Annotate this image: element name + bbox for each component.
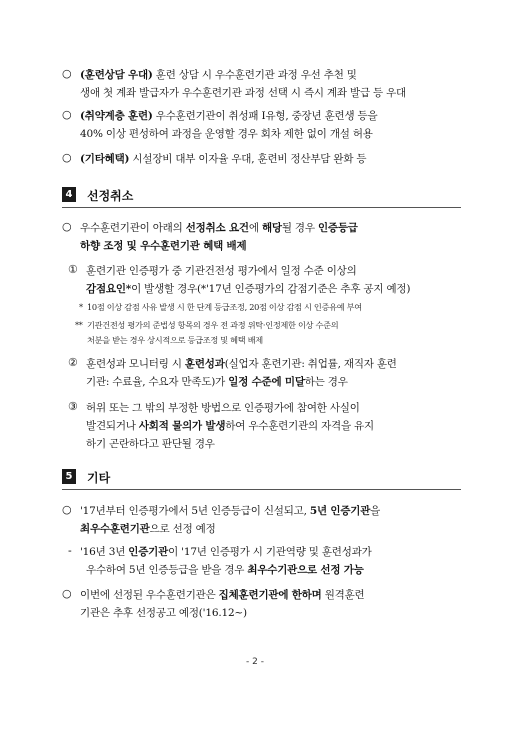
text-run: 40% 이상 편성하여 과정을 운영할 경우 회차 제한 없이 개설 허용 — [80, 128, 373, 140]
text-run: 이 '17년 인증평가 시 기관역량 및 훈련성과가 — [168, 546, 372, 558]
text-run: 하기 곤란하다고 판단될 경우 — [86, 438, 215, 450]
bold-text-run: 인증기관 — [128, 546, 169, 558]
item-other-benefit — [80, 152, 366, 166]
bullet-marker: ○ — [62, 67, 72, 80]
text-run: 에 — [248, 222, 262, 234]
circled-number-2: ② — [68, 356, 78, 369]
other-5year-line2 — [80, 522, 216, 536]
section-title: 기타 — [87, 471, 111, 485]
text-run: 기관은 추후 선정공고 예정('16.12~) — [80, 607, 247, 619]
bullet-marker: ○ — [62, 503, 72, 516]
item-vulnerable-line1 — [80, 109, 377, 123]
other-3year-line2 — [86, 563, 364, 577]
text-run: (실업자 훈련기관: 취업률, 재직자 훈련 — [224, 358, 397, 370]
bold-text-run: 선정취소 요건 — [185, 222, 249, 234]
item-counseling-line1 — [80, 68, 357, 82]
item-vulnerable-line2 — [80, 127, 373, 141]
cancel-condition-1-line1 — [86, 264, 357, 278]
section-number-badge: 5 — [62, 469, 76, 484]
bold-text-run: 인증등급 — [317, 222, 358, 234]
footnote-demerit — [87, 302, 362, 313]
page-number: - 2 - — [246, 657, 264, 667]
text-run: 훈련성과 모니터링 시 — [86, 358, 185, 370]
bullet-marker: ○ — [62, 151, 72, 164]
text-run: 이번에 선정된 우수훈련기관은 — [80, 589, 219, 601]
other-5year-line1 — [80, 504, 380, 518]
bold-text-run: 훈련성과 — [184, 358, 225, 370]
bold-text-run: (취약계층 훈련) — [80, 110, 153, 122]
section-title: 선정취소 — [87, 189, 134, 203]
text-run: 될 경우 — [281, 222, 318, 234]
text-run: 우수훈련기관이 취성패 Ⅰ유형, 중장년 훈련생 등을 — [152, 110, 378, 122]
cancel-intro-line1 — [80, 221, 358, 235]
text-run: 기관건전성 평가의 준법성 항목의 경우 전 과정 위탁·인정제한 이상 수준의 — [87, 320, 339, 330]
footnote-marker: * — [79, 302, 83, 312]
bold-text-run: 하향 조정 및 우수훈련기관 혜택 배제 — [80, 240, 247, 252]
text-run: 허위 또는 그 밖의 부정한 방법으로 인증평가에 참여한 사실이 — [86, 402, 360, 414]
text-run: 으로 선정 예정 — [149, 523, 216, 535]
text-run: 처분을 받는 경우 상시적으로 등급조정 및 혜택 배제 — [87, 335, 263, 345]
cancel-condition-2-line2 — [86, 375, 348, 389]
circled-number-1: ① — [68, 263, 78, 276]
bold-text-run: 5년 인증기관 — [309, 505, 371, 517]
cancel-condition-2-line1 — [86, 357, 397, 371]
cancel-condition-3-line2 — [86, 419, 374, 433]
bullet-marker: ○ — [62, 108, 72, 121]
bold-text-run: 일정 수준에 미달 — [228, 376, 305, 388]
text-run: 우수하여 5년 인증등급을 받을 경우 — [86, 564, 248, 576]
text-run: 시설장비 대부 이자율 우대, 훈련비 정산부담 완화 등 — [129, 153, 367, 165]
text-run: 하여 우수훈련기관의 자격을 유지 — [225, 420, 374, 432]
text-run: 훈련 상담 시 우수훈련기관 과정 우선 추천 및 — [152, 69, 357, 81]
bullet-marker: ○ — [62, 220, 72, 233]
item-counseling-line2 — [80, 86, 406, 100]
bold-text-run: (기타혜택) — [80, 153, 130, 165]
text-run: 기관: 수료율, 수요자 만족도)가 — [86, 376, 229, 388]
text-run: 10점 이상 감점 사유 발생 시 한 단계 등급조정, 20점 이상 감점 시 인증유예 부여 — [87, 302, 362, 312]
text-run: 생애 첫 계좌 발급자가 우수훈련기관 과정 선택 시 즉시 계좌 발급 등 우대 — [80, 87, 406, 99]
footnote-marker: ** — [75, 320, 83, 330]
bullet-marker: ○ — [62, 587, 72, 600]
cancel-condition-1-line2 — [86, 282, 410, 296]
cancel-condition-3-line3 — [86, 437, 215, 451]
bold-text-run: 해당 — [261, 222, 282, 234]
cancel-condition-3-line1 — [86, 401, 360, 415]
text-run: 하는 경우 — [304, 376, 348, 388]
circled-number-3: ③ — [68, 400, 78, 413]
text-run: 원격훈련 — [321, 589, 365, 601]
bold-text-run: 최우수기관으로 선정 가능 — [247, 564, 364, 576]
text-run: '16년 3년 — [80, 546, 129, 558]
dash-marker: - — [68, 544, 72, 557]
bold-text-run: 감점요인* — [86, 283, 132, 295]
text-run: '17년부터 인증평가에서 5년 인증등급이 신설되고, — [80, 505, 310, 517]
bold-text-run: 집체훈련기관에 한하며 — [218, 589, 322, 601]
footnote-compliance-line1 — [87, 320, 338, 331]
text-run: 발견되거나 — [86, 420, 139, 432]
section-divider — [62, 207, 461, 208]
other-3year-line1 — [80, 545, 372, 559]
section-number-badge: 4 — [62, 187, 76, 202]
footnote-compliance-line2 — [87, 335, 263, 346]
cancel-intro-line2 — [80, 239, 246, 253]
bold-text-run: (훈련상담 우대) — [80, 69, 153, 81]
text-run: 이 발생할 경우(*'17년 인증평가의 감점기준은 추후 공지 예정) — [131, 283, 411, 295]
other-remote-line2 — [80, 606, 247, 620]
text-run: 훈련기관 인증평가 중 기관건전성 평가에서 일정 수준 이상의 — [86, 265, 357, 277]
other-remote-line1 — [80, 588, 364, 602]
text-run: 을 — [370, 505, 381, 517]
section-divider — [62, 489, 461, 490]
bold-text-run: 최우수훈련기관 — [80, 523, 150, 535]
text-run: 우수훈련기관이 아래의 — [80, 222, 186, 234]
bold-text-run: 사회적 물의가 발생 — [138, 420, 226, 432]
